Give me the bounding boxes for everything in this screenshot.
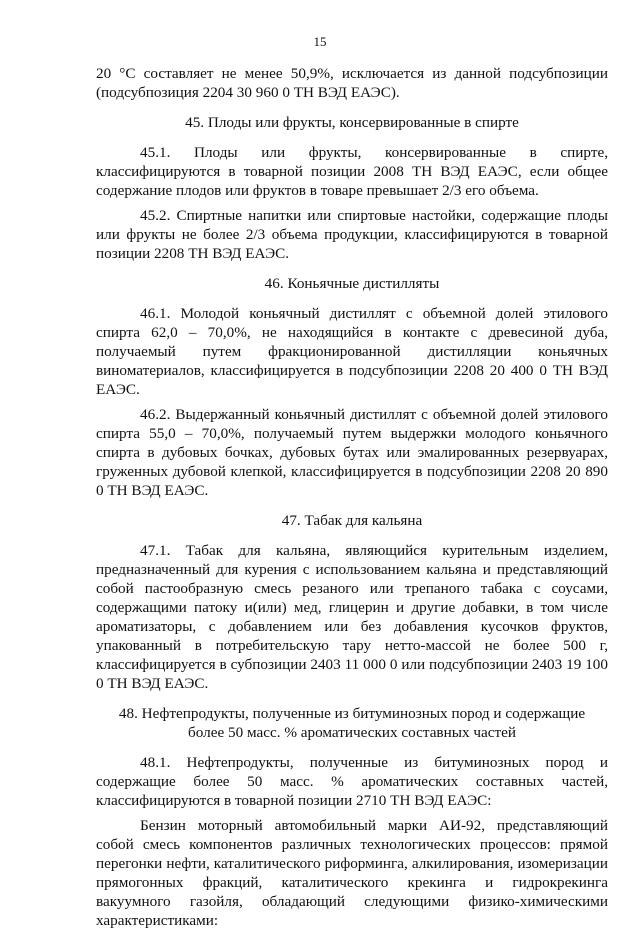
paragraph-46-2: 46.2. Выдержанный коньячный дистиллят с объемной долей этилового спирта 55,0 – 70,0%, получаемый путем выдержки молодого коньячного спирта в дубовых бочках, дубовых бутах или эмалированных резервуарах, груженных дубовой клепкой, классифицируется в подсубпозиции 2208 20 890 0 ТН ВЭД ЕАЭС.: [96, 406, 608, 499]
paragraph-45-1: 45.1. Плоды или фрукты, консервированные в спирте, классифицируются в товарной позиции 2008 ТН ВЭД ЕАЭС, если общее содержание плодов или фруктов в товаре превышает 2/3 его объема.: [96, 144, 608, 199]
section-heading-48: [96, 704, 608, 742]
page-number: 15: [313, 34, 327, 49]
paragraph-46-1: 46.1. Молодой коньячный дистиллят с объемной долей этилового спирта 62,0 – 70,0%, не находящийся в контакте с древесиной дуба, получаемый путем фракционированной дистилляции коньячных виноматериалов, классифицируется в подсубпозиции 2208 20 400 0 ТН ВЭД ЕАЭС.: [96, 305, 608, 398]
paragraph-continuation: 20 °С составляет не менее 50,9%, исключается из данной подсубпозиции (подсубпозиция 2204 30 960 0 ТН ВЭД ЕАЭС).: [96, 65, 608, 101]
document-body: [96, 64, 608, 930]
section-heading-48-line-2: более 50 масс. % ароматических составных частей: [188, 724, 516, 741]
section-heading-47: 47. Табак для кальяна: [281, 512, 423, 529]
paragraph-45-2: 45.2. Спиртные напитки или спиртовые настойки, содержащие плоды или фрукты не более 2/3 объема продукции, классифицируются в товарной позиции 2208 ТН ВЭД ЕАЭС.: [96, 207, 608, 262]
section-heading-46: 46. Коньячные дистилляты: [264, 275, 440, 292]
paragraph-47-1: 47.1. Табак для кальяна, являющийся курительным изделием, предназначенный для курения с использованием кальяна и представляющий собой пастообразную смесь резаного или трепаного табака с соусами, содержащими патоку и(или) мед, глицерин и другие добавки, в том числе ароматизаторы, с добавлением или без добавления кусочков фруктов, упакованный в потребительскую тару нетто-массой не более 500 г, классифицируется в субпозиции 2403 11 000 0 или подсубпозиции 2403 19 100 0 ТН ВЭД ЕАЭС.: [96, 542, 608, 692]
paragraph-48-2: Бензин моторный автомобильный марки АИ-92, представляющий собой смесь компонентов различных технологических процессов: прямой перегонки нефти, каталитического риформинга, алкилирования, изомеризации прямогонных фракций, каталитического крекинга и гидрокрекинга вакуумного газойля, обладающий следующими физико-химическими характеристиками:: [96, 817, 608, 929]
paragraph-48-1: 48.1. Нефтепродукты, полученные из битуминозных пород и содержащие более 50 масс. % ароматических составных частей, классифицируются в товарной позиции 2710 ТН ВЭД ЕАЭС:: [96, 754, 608, 809]
section-heading-45: 45. Плоды или фрукты, консервированные в спирте: [185, 114, 519, 131]
section-heading-48-line-1: 48. Нефтепродукты, полученные из битуминозных пород и содержащие: [118, 705, 586, 722]
